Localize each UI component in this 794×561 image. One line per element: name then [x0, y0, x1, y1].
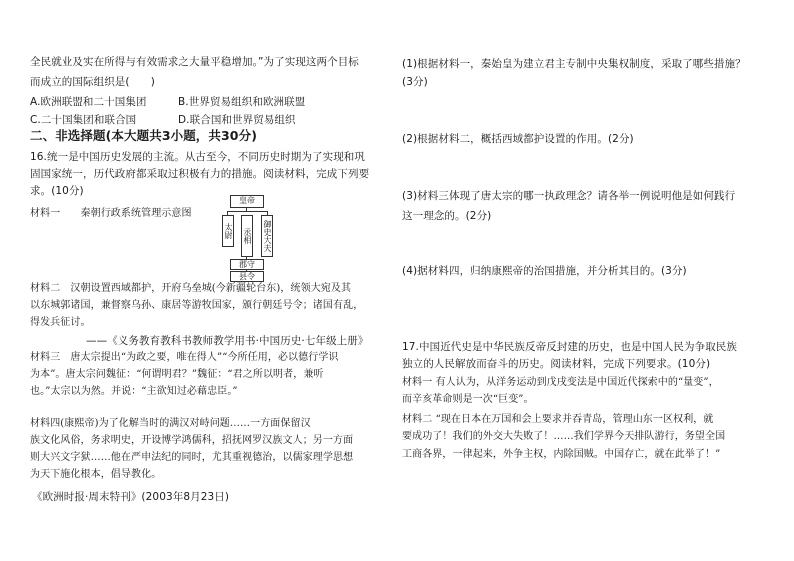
material-4-line: 材料四(康熙帝)为了化解当时的满汉对峙问题……一方面保留汉 — [30, 418, 311, 429]
q17-material-2-line: 要成功了！我们的外交大失败了！……我们学界今天排队游行，务望全国 — [402, 431, 726, 442]
taiwei-box: 太尉 — [222, 215, 234, 247]
junshou-box: 郡守 — [230, 259, 264, 270]
subquestion-2: (2)根据材料二，概括西域都护设置的作用。(2分) — [402, 133, 634, 145]
option-b[interactable]: B.世界贸易组织和欧洲联盟 — [178, 96, 306, 108]
option-a[interactable]: A.欧洲联盟和二十国集团 — [30, 96, 147, 108]
q16-stem-line: 求。(10分) — [30, 185, 84, 197]
q17-stem-line: 17.中国近代史是中华民族反帝反封建的历史，也是中国人民为争取民族 — [402, 341, 737, 353]
material-4-source: 《欧洲时报·周末特刊》(2003年8月23日) — [32, 491, 230, 503]
q17-stem-line: 独立的人民解放而奋斗的历史。阅读材料，完成下列要求。(10分) — [402, 358, 711, 370]
emperor-box: 皇帝 — [230, 195, 264, 208]
q16-stem-line: 固国家统一，历代政府都采取过积极有力的措施。阅读材料，完成下列要 — [30, 168, 370, 180]
q16-stem-line: 16.统一是中国历史发展的主流。从古至今，不同历史时期为了实现和巩 — [30, 151, 365, 163]
option-row — [30, 114, 296, 126]
material-2-line: 材料二 汉朝设置西域都护，开府乌垒城(今新疆轮台东)，统领大宛及其 — [30, 283, 352, 294]
question-stem-line: 而成立的国际组织是( ) — [30, 76, 155, 88]
material-4-line: 族文化风俗，务求明史，开设博学鸿儒科，招抚网罗汉族文人；另一方面 — [30, 435, 354, 446]
question-stem-line: 全民就业及实在所得与有效需求之大量平稳增加。”为了实现这两个目标 — [30, 56, 359, 68]
material-3-line: 为本”。唐太宗问魏征：“何谓明君？”魏征：“君之所以明者，兼听 — [30, 369, 324, 380]
option-c[interactable]: C.二十国集团和联合国 — [30, 114, 137, 126]
q17-material-1-line: 而辛亥革命则是一次“巨变”。 — [402, 394, 534, 405]
option-row — [30, 96, 305, 108]
material-1-label: 材料一 秦朝行政系统管理示意图 — [30, 208, 192, 219]
xianling-box: 县令 — [230, 271, 264, 282]
material-4-line: 则大兴文字狱……他在严申法纪的同时，尤其重视德治，以儒家理学思想 — [30, 452, 354, 463]
q17-material-2-line: 工商各界，一律起来，外争主权，内除国贼。中国存亡，就在此举了！” — [402, 449, 721, 460]
material-2-line: 以东城郭诸国，兼督察乌孙、康居等游牧国家，颁行朝廷号令；诸国有乱， — [30, 300, 364, 311]
section-title: 二、非选择题(本大题共3小题，共30分) — [30, 128, 258, 143]
subquestion-3: (3)材料三体现了唐太宗的哪一执政理念？请各举一例说明他是如何践行 — [402, 190, 736, 202]
subquestion-3-cont: 这一理念的。(2分) — [402, 210, 492, 222]
qin-admin-diagram — [222, 195, 272, 281]
material-4-line: 为天下施化根本，倡导教化。 — [30, 469, 162, 480]
material-2-line: 得发兵征讨。 — [30, 317, 91, 328]
yushi-box: 御史大夫 — [261, 215, 273, 257]
material-3-line: 材料三 唐太宗提出“为政之要，唯在得人”“今所任用，必以德行学识 — [30, 352, 339, 363]
subquestion-1-score: (3分) — [402, 76, 428, 88]
chengxiang-box: 丞相 — [241, 215, 253, 257]
option-d[interactable]: D.联合国和世界贸易组织 — [178, 114, 296, 126]
subquestion-4: (4)据材料四，归纳康熙帝的治国措施，并分析其目的。(3分) — [402, 265, 687, 277]
subquestion-1: (1)根据材料一，秦始皇为建立君主专制中央集权制度，采取了哪些措施？ — [402, 58, 746, 70]
material-2-source: ——《义务教育教科书教师教学用书·中国历史·七年级上册》 — [86, 335, 369, 347]
q17-material-2-line: 材料二 “现在日本在万国和会上要求并吞青岛，管理山东一区权利，就 — [402, 414, 714, 425]
connector-line — [227, 211, 267, 212]
q17-material-1-line: 材料一 有人认为，从洋务运动到戊戌变法是中国近代探索中的“量变”， — [402, 377, 719, 388]
material-3-line: 也。”太宗以为然。并说：“主欲知过必藉忠臣。” — [30, 386, 238, 397]
